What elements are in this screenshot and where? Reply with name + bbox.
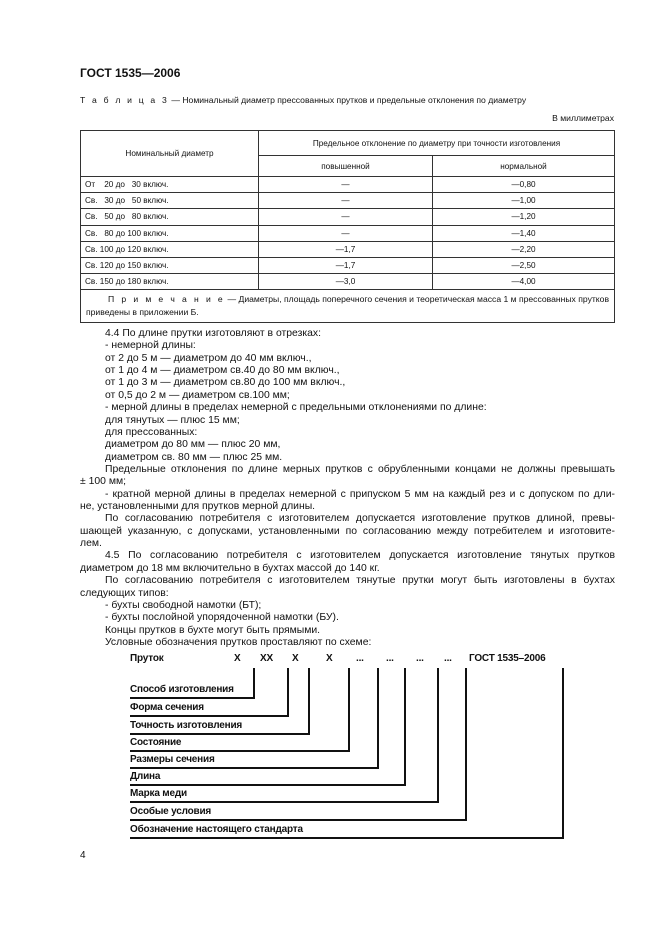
caption-label: Т а б л и ц а 3 [80, 95, 169, 105]
cell-high: —1,7 [259, 257, 433, 273]
cell-normal: —2,20 [433, 241, 615, 257]
scheme-label: Обозначение настоящего стандарта [130, 824, 303, 835]
scheme-head-item: Пруток [130, 653, 164, 664]
body-line: ± 100 мм; [80, 476, 126, 488]
scheme-connector [377, 668, 379, 769]
scheme-underline [130, 767, 379, 769]
scheme-label: Длина [130, 771, 161, 782]
cell-nominal: От 20 до 30 включ. [81, 177, 259, 193]
scheme-label: Форма сечения [130, 702, 204, 713]
diameter-table [80, 130, 615, 323]
cell-normal: —1,40 [433, 225, 615, 241]
body-line: Предельные отклонения по длине мерных прутков с обрубленными концами не должны превышать [105, 463, 615, 475]
body-line: от 2 до 5 м — диаметром до 40 мм включ., [105, 352, 312, 364]
scheme-underline [130, 715, 289, 717]
body-line: от 1 до 4 м — диаметром св.40 до 80 мм включ., [105, 365, 340, 377]
table-row [81, 257, 615, 273]
body-line: - кратной мерной длины в пределах немерной с припуском 5 мм на каждый рез и с допуском по дли- [105, 488, 615, 500]
scheme-underline [130, 837, 564, 839]
scheme-underline [130, 784, 406, 786]
scheme-label: Состояние [130, 737, 182, 748]
cell-high: — [259, 225, 433, 241]
body-line: от 1 до 3 м — диаметром св.80 до 100 мм включ., [105, 377, 346, 389]
table-note: П р и м е ч а н и е — Диаметры, площадь поперечного сечения и теоретическая масса 1 м прессованных прутков приведены в приложении Б. [81, 290, 615, 323]
scheme-connector [562, 668, 564, 839]
body-line: Концы прутков в бухте могут быть прямыми. [105, 624, 321, 636]
scheme-head-item: ... [386, 653, 394, 664]
cell-nominal: Св. 150 до 180 включ. [81, 274, 259, 290]
table-row [81, 177, 615, 193]
scheme-label: Особые условия [130, 806, 212, 817]
header-group: Предельное отклонение по диаметру при точности изготовления [259, 131, 615, 156]
body-line: для прессованных: [105, 426, 198, 438]
caption-text: — Номинальный диаметр прессованных прутков и предельные отклонения по диаметру [168, 95, 527, 105]
scheme-label: Точность изготовления [130, 720, 243, 731]
scheme-connector [308, 668, 310, 735]
body-line: - немерной длины: [105, 340, 196, 352]
scheme-connector [253, 668, 255, 699]
cell-normal: —1,20 [433, 209, 615, 225]
cell-high: —3,0 [259, 274, 433, 290]
scheme-head-item: X [234, 653, 241, 664]
cell-nominal: Св. 120 до 150 включ. [81, 257, 259, 273]
body-line: Условные обозначения прутков проставляют по схеме: [105, 637, 372, 648]
cell-normal: —0,80 [433, 177, 615, 193]
body-line: следующих типов: [80, 587, 169, 599]
scheme-label: Способ изготовления [130, 684, 234, 695]
cell-high: —1,7 [259, 241, 433, 257]
scheme-label: Размеры сечения [130, 754, 215, 765]
table-row [81, 241, 615, 257]
header-normal: нормальной [433, 156, 615, 177]
cell-nominal: Св. 80 до 100 включ. [81, 225, 259, 241]
body-line: диаметром св. 80 мм — плюс 25 мм. [105, 451, 283, 463]
cell-nominal: Св. 100 до 120 включ. [81, 241, 259, 257]
scheme-underline [130, 819, 467, 821]
body-line: диаметром до 18 мм включительно в бухтах массой до 140 кг. [80, 562, 380, 574]
scheme-head-item: ... [416, 653, 424, 664]
body-line: По согласованию потребителя с изготовителем допускается изготовление прутков длиной, превы- [105, 513, 615, 525]
table-row [81, 225, 615, 241]
scheme-head-item: ГОСТ 1535–2006 [469, 653, 546, 664]
scheme-connector [404, 668, 406, 786]
header-nominal: Номинальный диаметр [81, 131, 259, 177]
scheme-head-item: X [326, 653, 333, 664]
header-high: повышенной [259, 156, 433, 177]
scheme-head-item: XX [260, 653, 273, 664]
body-line: для тянутых — плюс 15 мм; [105, 414, 240, 426]
scheme-head-item: ... [444, 653, 452, 664]
scheme-connector [287, 668, 289, 717]
table-row [81, 274, 615, 290]
cell-high: — [259, 193, 433, 209]
scheme-underline [130, 801, 439, 803]
cell-normal: —4,00 [433, 274, 615, 290]
scheme-head-item: X [292, 653, 299, 664]
table-caption [80, 95, 526, 105]
cell-normal: —2,50 [433, 257, 615, 273]
scheme-connector [465, 668, 467, 821]
scheme-underline [130, 733, 310, 735]
scheme-underline [130, 697, 255, 699]
page-number: 4 [80, 850, 86, 861]
table-row [81, 209, 615, 225]
cell-high: — [259, 177, 433, 193]
body-line: лем. [80, 538, 102, 550]
document-header: ГОСТ 1535—2006 [80, 66, 181, 80]
table-row [81, 193, 615, 209]
cell-nominal: Св. 50 до 80 включ. [81, 209, 259, 225]
body-line: - бухты свободной намотки (БТ); [105, 599, 262, 611]
scheme-underline [130, 750, 350, 752]
body-line: от 0,5 до 2 м — диаметром св.100 мм; [105, 389, 290, 401]
body-line: - мерной длины в пределах немерной с предельными отклонениями по длине: [105, 402, 487, 414]
body-line: 4.5 По согласованию потребителя с изготовителем допускается изготовление тянутых прутков [105, 550, 615, 562]
body-line: диаметром до 80 мм — плюс 20 мм, [105, 439, 281, 451]
cell-normal: —1,00 [433, 193, 615, 209]
scheme-label: Марка меди [130, 788, 187, 799]
body-line: не, установленными для прутков мерной длины. [80, 501, 316, 513]
body-line: шающей указанную, с допусками, установленными по согласованию между потребителем и изготовите- [80, 525, 615, 537]
scheme-connector [348, 668, 350, 752]
scheme-head-item: ... [356, 653, 364, 664]
body-line: - бухты послойной упорядоченной намотки (БУ). [105, 612, 339, 624]
scheme-connector [437, 668, 439, 803]
cell-nominal: Св. 30 до 50 включ. [81, 193, 259, 209]
body-line: 4.4 По длине прутки изготовляют в отрезках: [105, 328, 322, 339]
units-label: В миллиметрах [552, 113, 614, 123]
cell-high: — [259, 209, 433, 225]
body-line: По согласованию потребителя с изготовителем тянутые прутки могут быть изготовлены в бухтах [105, 575, 615, 587]
